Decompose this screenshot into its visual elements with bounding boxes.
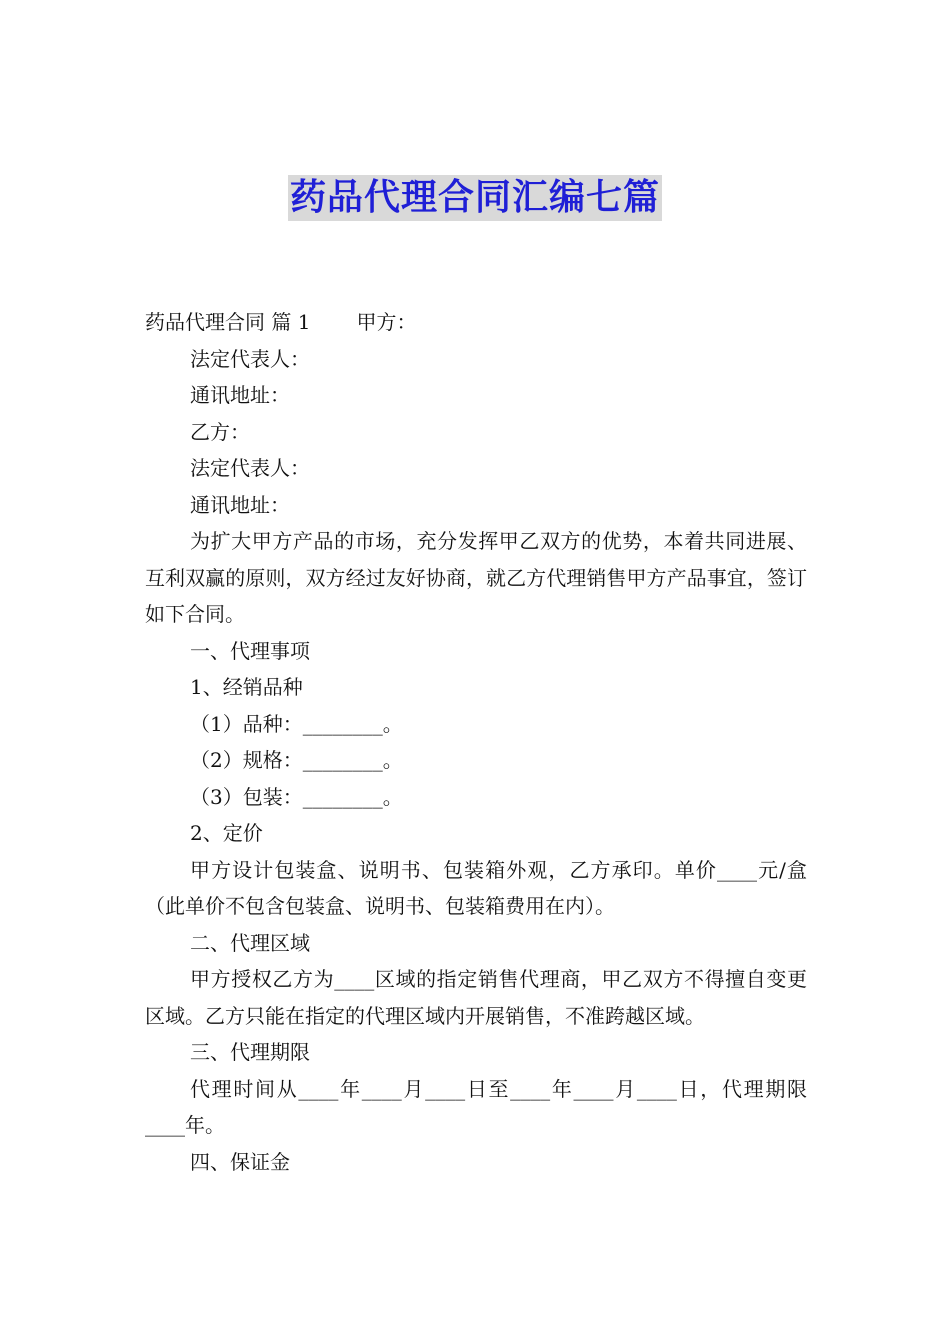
address-b: 通讯地址：: [190, 492, 290, 517]
section-3-heading: 三、代理期限: [190, 1040, 310, 1064]
document-title-text: 药品代理合同汇编七篇: [288, 175, 662, 221]
party-b-label: 乙方：: [190, 419, 250, 444]
contract-heading: 药品代理合同 篇 1: [145, 310, 311, 334]
section-4-heading: 四、保证金: [190, 1149, 290, 1174]
term-paragraph: 代理时间从____年____月____日至____年____月____日，代理期限____年。: [145, 1076, 807, 1137]
section-1-1-heading: 1、经销品种: [190, 675, 303, 699]
section-1-2-heading: 2、定价: [190, 821, 263, 845]
section-2-heading: 二、代理区域: [190, 930, 310, 955]
document-body: [145, 304, 807, 1180]
product-spec: （2）规格：________。: [190, 748, 403, 772]
document-title: [0, 175, 950, 221]
legal-rep-b: 法定代表人：: [190, 456, 310, 480]
region-paragraph: 甲方授权乙方为____区域的指定销售代理商，甲乙双方不得擅自变更区域。乙方只能在指定的代理区域内开展销售，不准跨越区域。: [145, 967, 807, 1028]
product-packaging: （3）包装：________。: [190, 784, 403, 809]
address-a: 通讯地址：: [190, 383, 290, 407]
heading-line: [145, 304, 807, 341]
intro-paragraph: 为扩大甲方产品的市场，充分发挥甲乙双方的优势，本着共同进展、互利双赢的原则，双方经过友好协商，就乙方代理销售甲方产品事宜，签订如下合同。: [145, 529, 807, 626]
price-paragraph: 甲方设计包装盒、说明书、包装箱外观，乙方承印。单价____元/盒（此单价不包含包装盒、说明书、包装箱费用在内）。: [145, 857, 807, 918]
section-1-heading: 一、代理事项: [190, 638, 310, 663]
product-variety: （1）品种：________。: [190, 711, 403, 736]
party-a-label: 甲方：: [356, 310, 417, 334]
legal-rep-a: 法定代表人：: [190, 346, 310, 371]
